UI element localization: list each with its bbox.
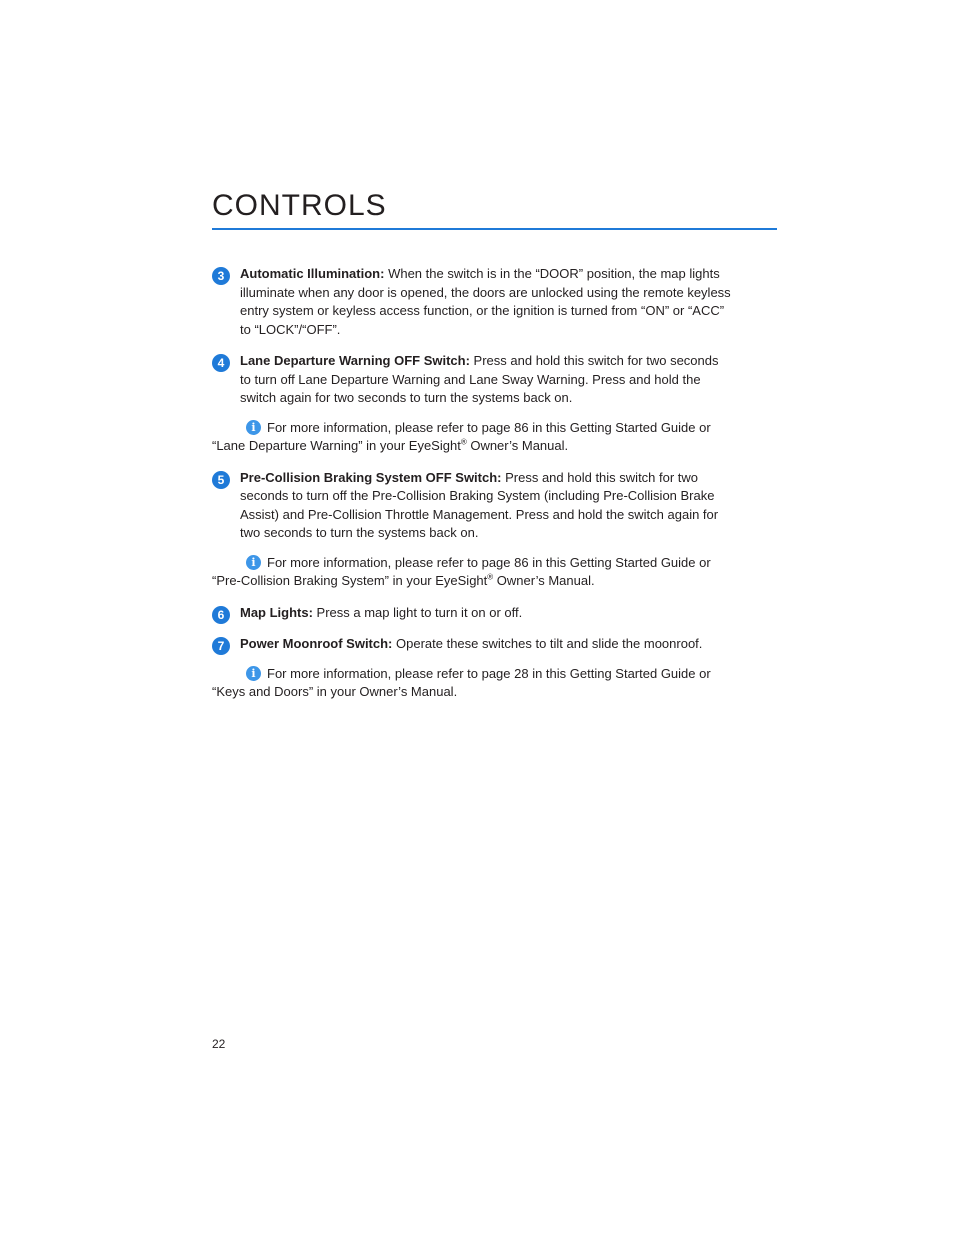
title-rule [212, 228, 777, 230]
item-label: Automatic Illumination: [240, 266, 385, 281]
note-text-end: Owner’s Manual. [493, 573, 595, 588]
info-note [212, 419, 732, 456]
info-icon: i [246, 420, 261, 435]
note-text [212, 419, 732, 456]
controls-list [212, 265, 732, 715]
item-label: Lane Departure Warning OFF Switch: [240, 353, 470, 368]
item-description: Press a map light to turn it on or off. [312, 604, 523, 620]
page-title: CONTROLS [212, 189, 387, 222]
note-text [212, 554, 732, 591]
item-label: Pre-Collision Braking System OFF Switch: [240, 469, 502, 485]
note-text-main: For more information, please refer to page 28 in this Getting Started Guide or “Keys and Doors” in your Owner’s Manual. [212, 665, 711, 699]
item-number-badge: 7 [212, 637, 230, 655]
item-description: Press and hold this switch for two seconds to turn off the Pre-Collision Braking System (including Pre-Collision Brake Assist) and Pre-Collision Throttle Management. Press and hold the switch again for two seconds to turn the systems back on. [240, 469, 719, 540]
info-icon: i [246, 555, 261, 570]
list-item-6 [212, 604, 732, 623]
info-note [212, 665, 732, 702]
item-description: When the switch is in the “DOOR” position, the map lights illuminate when any door is opened, the doors are unlocked using the remote keyless entry system or keyless access function, or the ignition is turned from “ON” or “ACC” to “LOCK”/“OFF”. [240, 266, 731, 337]
info-note [212, 554, 732, 591]
item-description: Operate these switches to tilt and slide the moonroof. [392, 636, 703, 651]
item-text [240, 352, 732, 408]
note-text-end: Owner’s Manual. [466, 438, 569, 453]
item-text [240, 469, 732, 543]
page-number: 22 [212, 1037, 226, 1051]
note-text-main: For more information, please refer to page 86 in this Getting Started Guide or “Lane Departure Warning” in your EyeSight [212, 419, 711, 453]
item-text [240, 265, 732, 339]
note-text-main: For more information, please refer to page 86 in this Getting Started Guide or “Pre-Collision Braking System” in your EyeSight [212, 554, 711, 588]
registered-mark: ® [460, 437, 467, 447]
item-text [240, 604, 732, 623]
item-description: Press and hold this switch for two seconds to turn off Lane Departure Warning and Lane Sway Warning. Press and hold the switch again for two seconds to turn the systems back on. [240, 353, 719, 405]
info-icon: i [246, 666, 261, 681]
item-number-badge: 5 [212, 471, 230, 489]
list-item-5 [212, 469, 732, 543]
item-label: Map Lights: [240, 604, 313, 620]
registered-mark: ® [487, 572, 494, 582]
item-number-badge: 4 [212, 354, 230, 372]
note-text [212, 665, 732, 702]
item-number-badge: 6 [212, 606, 230, 624]
list-item-3 [212, 265, 732, 339]
item-number-badge: 3 [212, 267, 230, 285]
list-item-7 [212, 635, 732, 654]
item-label: Power Moonroof Switch: [240, 636, 393, 651]
item-text [240, 635, 732, 654]
list-item-4 [212, 352, 732, 408]
